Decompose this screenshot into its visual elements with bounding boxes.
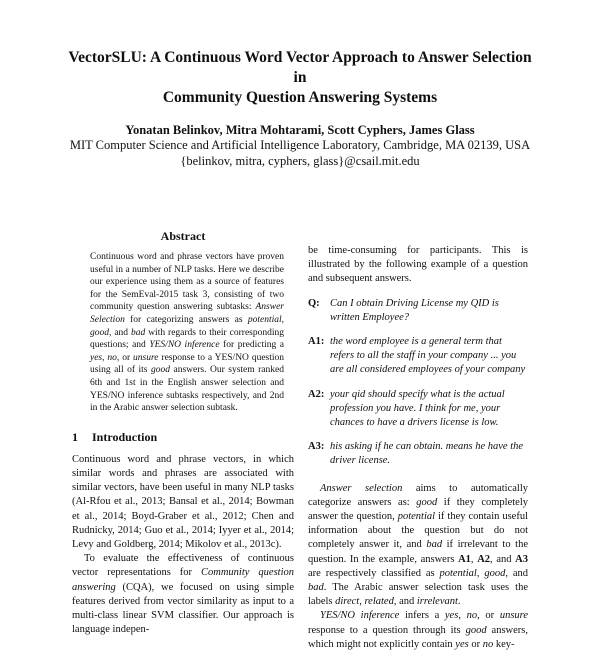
- abstract-heading: Abstract: [160, 229, 206, 243]
- title-line-1: VectorSLU: A Continuous Word Vector Approach to Answer Selection in: [68, 49, 532, 86]
- intro-paragraph-1: Continuous word and phrase vectors, in which similar words and phrases are associated with similar vectors, have been useful in many NLP tasks (Al-Rfou et al., 2013; Bansal et al., 2014; Bowman et al., 2014; Boyd-Graber et al., 2012; Chen and Rudnicky, 2014; Guo et al., 2014; Iyyer et al., 2014; Levy and Goldberg, 2014; Mikolov et al., 2013c).: [72, 453, 294, 550]
- qa-label: Q:: [308, 297, 320, 309]
- qa-label: A2:: [308, 388, 325, 400]
- qa-text: his asking if he can obtain. means he have the driver license.: [330, 441, 524, 467]
- continuation-paragraph: be time-consuming for participants. This is illustrated by the following example of a question and subsequent answers.: [308, 245, 528, 285]
- example-answer-1: [308, 335, 528, 378]
- section-number: 1: [72, 429, 78, 444]
- section-title: Introduction: [92, 429, 158, 444]
- section-heading-introduction: [72, 429, 294, 445]
- answer-selection-paragraph: Answer selection aims to automatically categorize answers as: good if they completely answer the question, potential if they contain useful information about the question but do not completely answer it, and bad if irrelevant to the question. In the example, answers A1, A2, and A3 are respectively classified as potential, good, and bad. The Arabic answer selection task uses the labels direct, related, and irrelevant.: [308, 482, 528, 608]
- qa-label: A3:: [308, 441, 325, 453]
- qa-text: your qid should specify what is the actual profession you have. I think for me, your chances to have a drivers license is low.: [330, 388, 505, 429]
- paper-title: [60, 48, 540, 108]
- affiliation: MIT Computer Science and Artificial Intelligence Laboratory, Cambridge, MA 02139, USA: [69, 138, 531, 152]
- right-column: [308, 244, 528, 652]
- intro-paragraph-2: To evaluate the effectiveness of continuous vector representations for Community question answering (CQA), we focused on using simple features derived from vector similarity as input to a multi-class linear SVM classifier. Our approach is language indepen-: [72, 553, 294, 636]
- example-answer-2: [308, 388, 528, 431]
- yes-no-inference-paragraph: YES/NO inference infers a yes, no, or unsure response to a question through its good answers, which might not explicitly contain yes or no key-: [308, 610, 529, 650]
- example-answer-3: [308, 440, 528, 468]
- title-line-2: Community Question Answering Systems: [162, 89, 438, 106]
- left-column: [72, 228, 294, 637]
- qa-text: the word employee is a general term that refers to all the staff in your company ... you are all considered employees of your company: [330, 336, 526, 376]
- qa-label: A1:: [308, 336, 325, 348]
- example-question: [308, 297, 528, 325]
- abstract-text: Continuous word and phrase vectors have proven useful in a number of NLP tasks. Here we describe our experience using them as a source of features for the SemEval-2015 task 3, consisting of two community question answering subtasks: Answer Selection for categorizing answers as potential, good, and bad with regards to their corresponding questions; and YES/NO inference for predicting a yes, no, or unsure response to a YES/NO question using all of its good answers. Our system ranked 6th and 1st in the English answer selection and YES/NO inference subtasks respectively, and 2nd in the Arabic answer selection subtask.: [90, 252, 285, 414]
- qa-text: Can I obtain Driving License my QID is written Employee?: [330, 297, 499, 323]
- author-list: Yonatan Belinkov, Mitra Mohtarami, Scott Cyphers, James Glass: [125, 123, 475, 137]
- author-emails: {belinkov, mitra, cyphers, glass}@csail.mit.edu: [180, 154, 420, 168]
